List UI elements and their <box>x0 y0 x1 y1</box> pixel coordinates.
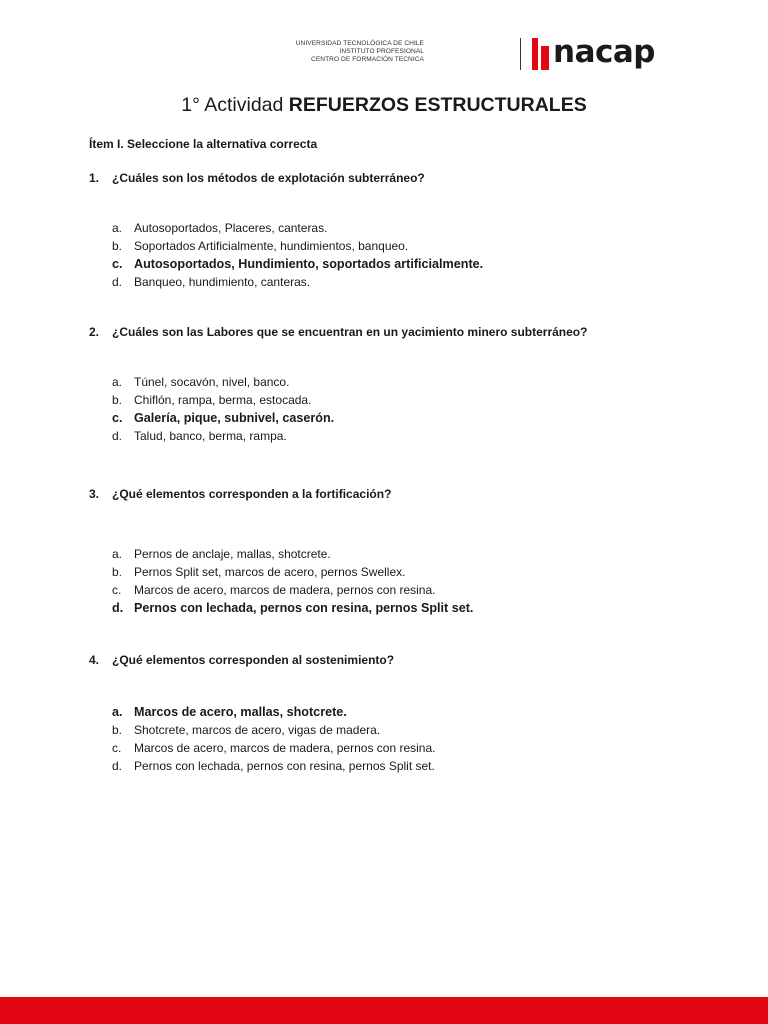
option-item: d. Pernos con lechada, pernos con resina, pernos Split set. <box>112 759 435 773</box>
institution-line: UNIVERSIDAD TECNOLÓGICA DE CHILE <box>295 40 424 47</box>
inacap-logo <box>532 34 655 78</box>
options-list-4 <box>112 703 435 775</box>
question-number: 2. <box>89 325 100 339</box>
question-text: ¿Cuáles son los métodos de explotación subterráneo? <box>112 171 425 185</box>
option-item: c. Marcos de acero, marcos de madera, pernos con resina. <box>112 583 436 597</box>
institution-line: INSTITUTO PROFESIONAL <box>339 48 424 56</box>
question-text: ¿Cuáles son las Labores que se encuentran en un yacimiento minero subterráneo? <box>112 325 588 339</box>
option-item: b. Soportados Artificialmente, hundimientos, banqueo. <box>112 239 409 253</box>
option-item: b. Chiflón, rampa, berma, estocada. <box>112 393 312 407</box>
question-3 <box>89 487 391 501</box>
question-number: 3. <box>89 487 100 501</box>
page-title <box>0 94 768 117</box>
option-item-correct: d. Pernos con lechada, pernos con resina, pernos Split set. <box>112 601 474 615</box>
footer-bar <box>0 997 768 1024</box>
options-list-1 <box>112 219 483 291</box>
page-header <box>295 34 680 80</box>
question-4 <box>89 653 394 667</box>
option-item: c. Marcos de acero, marcos de madera, pernos con resina. <box>112 741 436 755</box>
option-item-correct: a. Marcos de acero, mallas, shotcrete. <box>112 705 347 719</box>
options-list-2 <box>112 373 334 445</box>
option-item: d. Banqueo, hundimiento, canteras. <box>112 275 311 289</box>
logo-mark-icon <box>532 38 538 70</box>
option-item: b. Shotcrete, marcos de acero, vigas de madera. <box>112 723 381 737</box>
institution-block <box>296 40 424 65</box>
question-text: ¿Qué elementos corresponden al sostenimiento? <box>112 653 395 667</box>
option-item: a. Pernos de anclaje, mallas, shotcrete. <box>112 547 331 561</box>
title-prefix: 1° Actividad <box>181 94 289 116</box>
option-item: d. Talud, banco, berma, rampa. <box>112 429 287 443</box>
header-divider <box>520 38 521 70</box>
question-1 <box>89 171 425 185</box>
question-number: 1. <box>89 171 100 185</box>
item-heading: Ítem I. Seleccione la alternativa correcta <box>89 137 318 151</box>
option-item: b. Pernos Split set, marcos de acero, pernos Swellex. <box>112 565 406 579</box>
logo-mark-icon <box>541 46 549 70</box>
option-item-correct: c. Galería, pique, subnivel, caserón. <box>112 411 335 425</box>
option-item: a. Autosoportados, Placeres, canteras. <box>112 221 328 235</box>
question-2 <box>89 325 587 339</box>
logo-text: nacap <box>553 34 655 70</box>
option-item: a. Túnel, socavón, nivel, banco. <box>112 375 290 389</box>
options-list-3 <box>112 545 473 617</box>
question-number: 4. <box>89 653 100 667</box>
question-text: ¿Qué elementos corresponden a la fortificación? <box>112 487 392 501</box>
institution-line: CENTRO DE FORMACIÓN TECNICA <box>311 56 424 64</box>
option-item-correct: c. Autosoportados, Hundimiento, soportados artificialmente. <box>112 257 484 271</box>
title-main: REFUERZOS ESTRUCTURALES <box>288 94 587 116</box>
